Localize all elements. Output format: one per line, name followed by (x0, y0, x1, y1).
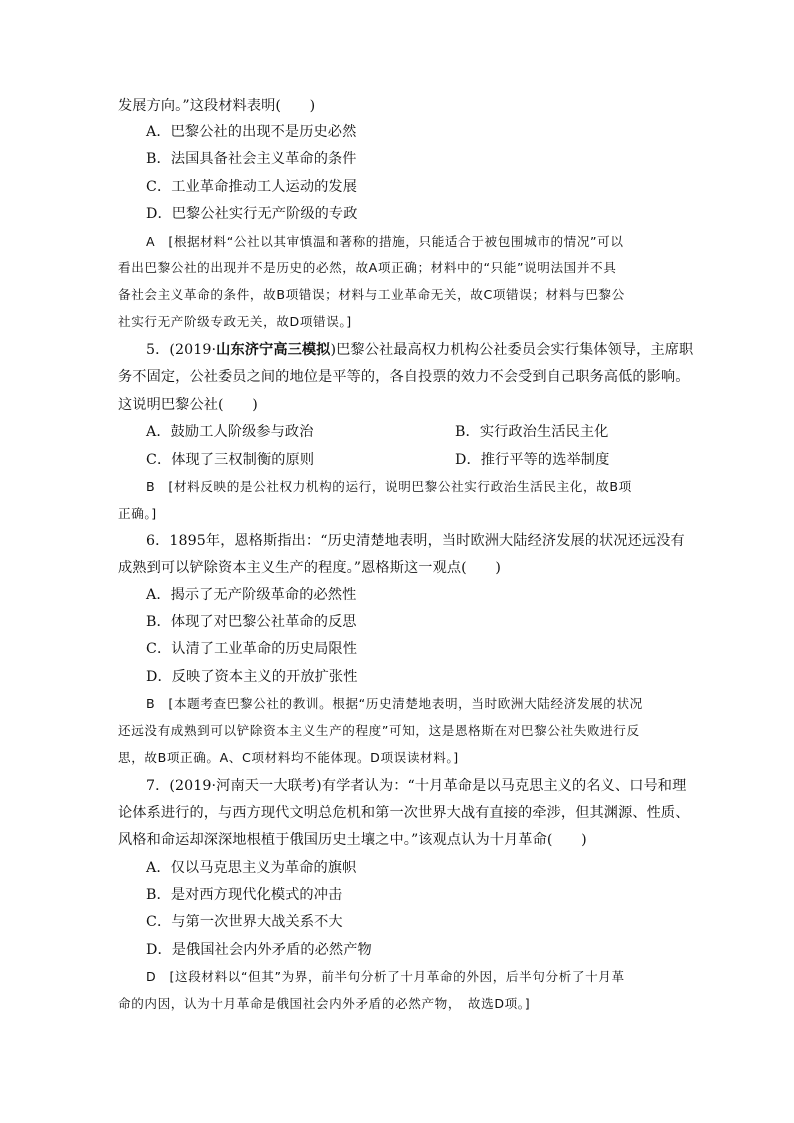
q4-option-b: B．法国具备社会主义革命的条件 (146, 151, 357, 167)
q7-analysis-line: 命的内因，认为十月革命是俄国社会内外矛盾的必然产物， 故选D项。] (118, 996, 531, 1011)
q7-analysis-line: D [这段材料以“但其”为界，前半句分析了十月革命的外因，后半句分析了十月革 (146, 969, 625, 984)
q7-option-a: A．仅以马克思主义为革命的旗帜 (146, 860, 357, 876)
q4-analysis-line: 社实行无产阶级专政无关，故D项错误。] (118, 314, 352, 329)
q4-option-d: D．巴黎公社实行无产阶级的专政 (146, 206, 358, 222)
q6-stem-line: 成熟到可以铲除资本主义生产的程度。”恩格斯这一观点( ) (118, 560, 501, 576)
q6-option-d: D．反映了资本主义的开放扩张性 (146, 669, 358, 685)
q4-option-c: C．工业革命推动工人运动的发展 (146, 179, 357, 195)
q7-option-b: B．是对西方现代化模式的冲击 (146, 887, 343, 903)
q6-analysis-line: 还远没有成熟到可以铲除资本主义生产的程度”可知，这是恩格斯在对巴黎公社失败进行反 (118, 723, 640, 738)
q6-option-c: C．认清了工业革命的历史局限性 (146, 641, 357, 657)
q6-analysis-line: B [本题考查巴黎公社的教训。根据“历史清楚地表明，当时欧洲大陆经济发展的状况 (146, 696, 643, 711)
q5-option-d: D．推行平等的选举制度 (455, 452, 610, 468)
q5-number: 5．(2019· (146, 342, 217, 358)
q5-analysis-line: B [材料反映的是公社权力机构的运行，说明巴黎公社实行政治生活民主化，故B项 (146, 479, 632, 494)
q4-analysis-line: 备社会主义革命的条件，故B项错误；材料与工业革命无关，故C项错误；材料与巴黎公 (118, 287, 625, 302)
q7-stem-line: 7．(2019·河南天一大联考)有学者认为：“十月革命是以马克思主义的名义、口号和理 (146, 778, 687, 794)
q5-analysis-line: 正确。] (118, 506, 157, 521)
q5-stem-line1 (146, 340, 693, 360)
q5-stem-rest: )巴黎公社最高权力机构公社委员会实行集体领导，主席职 (330, 342, 694, 358)
q4-analysis-line: A [根据材料“公社以其审慎温和著称的措施，只能适合于被包围城市的情况”可以 (146, 234, 624, 249)
q7-stem-line: 风格和命运却深深地根植于俄国历史土壤之中。”该观点认为十月革命( ) (118, 832, 587, 848)
q5-stem-line: 务不固定，公社委员之间的地位是平等的，各自投票的效力不会受到自己职务高低的影响。 (118, 369, 690, 385)
q5-source: 山东济宁高三模拟 (216, 342, 331, 358)
q7-stem-line: 论体系进行的，与西方现代文明总危机和第一次世界大战有直接的牵涉，但其渊源、性质、 (118, 805, 690, 821)
q7-option-c: C．与第一次世界大战关系不大 (146, 914, 343, 930)
q4-option-a: A．巴黎公社的出现不是历史必然 (146, 124, 357, 140)
q6-option-b: B．体现了对巴黎公社革命的反思 (146, 614, 357, 630)
q4-stem-tail: 发展方向。”这段材料表明( ) (118, 98, 316, 114)
q5-option-b: B．实行政治生活民主化 (455, 424, 609, 440)
q6-stem-line: 6．1895年，恩格斯指出：“历史清楚地表明，当时欧洲大陆经济发展的状况还远没有 (146, 533, 685, 549)
q5-stem-line: 这说明巴黎公社( ) (118, 397, 258, 413)
q6-analysis-line: 思，故B项正确。A、C项材料均不能体现。D项误读材料。] (118, 750, 459, 765)
q5-option-c: C．体现了三权制衡的原则 (146, 452, 315, 468)
q4-analysis-line: 看出巴黎公社的出现并不是历史的必然，故A项正确；材料中的“只能”说明法国并不具 (118, 260, 617, 275)
q6-option-a: A．揭示了无产阶级革命的必然性 (146, 587, 357, 603)
q5-option-a: A．鼓励工人阶级参与政治 (146, 424, 314, 440)
q7-option-d: D．是俄国社会内外矛盾的必然产物 (146, 942, 372, 958)
